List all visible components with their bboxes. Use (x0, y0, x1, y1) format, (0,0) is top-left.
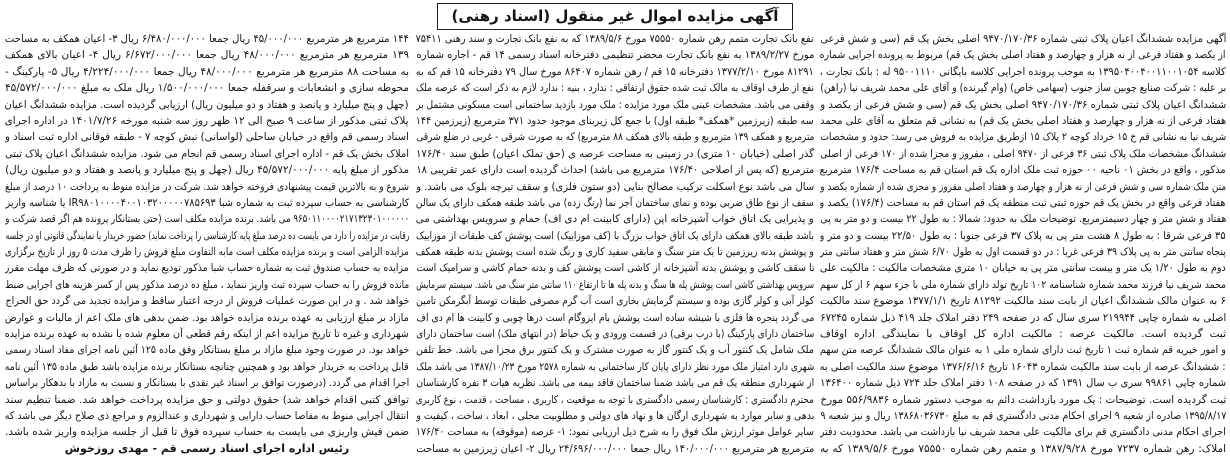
text-line-content: و امور خیریه قم شماره ثبت ۱ تاریخ ثبت دارای شماره ملی ۱ به عنوان مالک ششدانگ عرصه متن سهم (820, 344, 1226, 357)
text-line-content: توافق کتبی اقدام خواهد شد) حقوق دولتی و حق مزایده پرداخت خواهد شد. ضمنا تنظیم سند (5, 393, 409, 406)
text-line (820, 260, 1226, 276)
text-line (416, 342, 814, 358)
text-line-content: ساختمان دارای پارکینگ (با درب برقی) در قسمت ورودی و یک حیاط (در انتهای ملک) است ساختمان دارای (416, 328, 814, 341)
text-line-content: مترمربع (که پس از اصلاحی ۱۷۶/۴۰ مترمربع می باشد) احداث گردیده است دارای عمر تقریبی ۱۸ (416, 164, 814, 177)
text-line-content: شروع و به بالاترین قیمت پیشنهادی فروخته خواهد شد. شرکت در مزایده منوط به پرداخت ۱۰ درصد از مبلغ (5, 180, 409, 193)
text-line-content: : ششدانگ عرصه از بابت سند مالکیت شماره ۱۶۰۴۳ تاریخ ۱۳۷۶/۶/۱۶ موضوع سند مالکیت اصلی به (820, 360, 1226, 373)
text-line (5, 375, 409, 391)
text-line (820, 80, 1226, 96)
column-right (820, 31, 1226, 459)
text-line (416, 64, 814, 80)
text-line (5, 113, 409, 129)
text-line-content: مازاد بر مبلغ ارزیابی به عهده برنده مزایده خواهد بود. ضمن بدهی های ملک اعم از مالیات و عوارض (5, 311, 409, 324)
text-line-content: اسناد رسمی قم واقع در خیابان ساحلی (لواسانی) نبش کوچه ۷ - طبقه فوقانی اداره ثبت اسناد و (5, 131, 409, 144)
text-line-content: متن ملک شماره سی و شش فرعی از نه هزار و چهارصد و هفتاد اصلی مفروز و مجزی شده از شماره یکصد و (820, 180, 1226, 193)
text-line-content: ۹۶۵۰۱۱۰۰۰۰۲۱۷۱۳۲۳۰۱۰۰۰۰۰۰ می باشد. برنده مزایده مکلف است (حتی بستانکار پرونده هم اگر قصد شرکت و (5, 213, 409, 226)
text-line-content: محمد شریف نیا فرزند محمد شماره شناسنامه ۱۰۲ تاریخ تولد دارای شماره ملی با جزء سهم ۶ از کل سهم (820, 278, 1226, 291)
text-line (820, 195, 1226, 211)
text-line (416, 162, 814, 178)
text-line-content: سایر عوامل موثر ارزش ملک فوق را به شرح ذیل ارزیابی نمود: ۱- عرصه (موقوفه) به مساحت ۱۷۶/۴۰ (416, 426, 814, 439)
text-line-content: مزایده الزامی است و برنده مزایده مکلف است مابه التفاوت مبلغ فروش را ظرف مدت ۵ روز از تاریخ برگزاری (5, 246, 409, 259)
text-line-content: محوطه سازی و انشعابات و سرقفله جمعا ۱/۵۰۰/۰۰۰/۰۰۰ ریال ملک به مبلغ ۴۵/۵۷۲/۰۰۰/۰۰۰ (5, 82, 409, 95)
text-line-content: بر علیه : شرکت صنایع چوبین ساز جنوب (سهامی خاص) (وام گیرنده) و آقای علی محمد شریف نیا (راهن) (820, 82, 1226, 95)
text-line (416, 260, 814, 276)
text-line (416, 359, 814, 375)
text-line-content: اصلی به شماره چاپی ۲۱۹۹۴۴ سری سال که در صفحه ۲۴۹ دفتر املاک جلد ۴۱۹ ذیل شماره ۶۷۲۴۵ (820, 311, 1226, 324)
text-line-content: گذر اصلی (خیابان ۱۰ متری) در زمینی به مساحت عرصه ی (حق تملک اعیان) طبق سند ۱۷۶/۴۰ (416, 147, 814, 160)
text-line-content: ششدانگ اعیان پلاک ثبتی شماره ۹۴۷۰/۱۷۰/۳۶ اصلی بخش یک قم (سی و شش فرعی از یکصد و (820, 98, 1226, 111)
text-line (416, 228, 814, 244)
signature-text: رئیس اداره اجرای اسناد رسمی قم - مهدی روزخوش (64, 441, 350, 455)
text-line (416, 441, 814, 457)
text-line (5, 260, 409, 276)
text-line-content: سال می باشد نوع اسکلت ترکیب مصالح بنایی (دو ستون فلزی) و سقف تیرچه بلوک می باشد. و (416, 180, 814, 193)
text-line-content: مزایده به حساب صندوق ثبت به شماره حساب شبا مذکور تودیع نماید و در صورتی که ظرف مهلت مقرر (5, 262, 409, 275)
text-line-content: وقفی می باشد. مشخصات عینی ملک مورد مزایده : ملک مورد بازدید ساختمانی است مسکونی مشتمل بر (416, 98, 814, 111)
text-line (5, 277, 409, 293)
notice-title-area (0, 3, 1230, 30)
text-line-content: سرویس بهداشتی کاشی است پوشش پله ها سنگ و بدنه پله ها تا ارتفاع ۱۱۰ سانتی متر سنگ می باشد. سیستم سرمایش (416, 278, 814, 291)
text-line-content: املاک بخش یک قم - اداره اجرای اسناد رسمی قم انجام می شود. مزایده ششدانگ اعیان پلاک ثبتی (5, 147, 409, 160)
text-line (820, 392, 1226, 408)
text-line-content: هفتاد فرعی از نه هزار و چهارصد و هفتاد اصلی بخش یک قم) به نشانی قم متعلق به آقای علی محمد (820, 114, 1226, 127)
text-line (820, 211, 1226, 227)
text-line (5, 179, 409, 195)
text-line-content: املاک: رهن شماره ۷۲۳۷ مورخ ۱۳۸۷/۹/۲۸ و متمم رهن شماره ۷۵۵۵۰ مورخ ۱۳۸۹/۵/۶ که به (820, 442, 1226, 455)
text-line-content: سقف از نوع طاق ضربی بوده و نمای ساختمان آجر نما (رنگ زده) می باشد طبقه همکف دارای یک سالن (416, 196, 814, 209)
text-line-content: سه طبقه (زیرزمین *همکف* طبقه اول) با جمع کل زیربنای موجود حدود ۳۷۱ مترمربع (زیرزمین ۱۴۴ (416, 114, 814, 127)
text-line (820, 441, 1226, 457)
text-line-content: پلاک ثبتی مذکور از ساعت ۹ صبح الی ۱۲ ظهر روز سه شنبه مورخه ۱۴۰۱/۷/۲۶ در اداره اجرای (5, 114, 409, 127)
text-line-content: کارشناسی به حساب سپرده ثبت به شماره شبا IR۹۸۰۱۰۰۰۰۴۰۰۱۰۳۲۰۰۰۰۰۷۸۵۶۹۳ یا شناسه واریز (5, 196, 409, 209)
text-line (416, 97, 814, 113)
text-line (416, 375, 814, 391)
text-line-content: قابل پرداخت به خریدار خواهد بود و همچنین چنانچه بستانکار برنده مزایده باشد طبق ماده ۱۳۵ آئین نامه (5, 360, 409, 373)
text-line (820, 97, 1226, 113)
text-line (5, 392, 409, 408)
text-line-content: ۶ به عنوان مالک ششدانگ اعیان از بابت سند مالکیت ۸۱۲۹۲ تاریخ ۱۳۷۷/۱/۱ موضوع سند مالکیت (820, 295, 1226, 308)
signature-line (5, 441, 409, 457)
text-line-content: و پوشش بدنه زیرزمین تا یک متر سنگ و مابقی سفید کاری و رنگ شده است پوشش بدنه طبقه همکف (416, 246, 814, 259)
text-line-content: اجرا اقدام می گردد. (درصورت توافق بر اسناد غیر نقدی با بستانکار و نسبت به مازاد با بدهکار براساس (5, 377, 409, 390)
text-line-content: از یکصد و هفتاد فرعی از نه هزار و چهارصد و هفتاد اصلی بخش یک قم) مربوط به پرونده اجرایی شماره (820, 49, 1226, 62)
text-line (5, 244, 409, 260)
text-line-content: خواهد بود. در صورت وجود مبلغ مازاد بر مبلغ بستانکار وفق ماده ۱۲۵ آئین نامه اجرای مفاد اسناد رسمی (5, 344, 409, 357)
text-line-content: بدهی و سایر موارد به شهرداری ارگان ها و نهاد های دولتی و مطلوبیت محلی ، ابعاد ، ساخت ، کیفیت و (416, 409, 814, 422)
text-line (416, 277, 814, 293)
text-line (820, 162, 1226, 178)
text-line-content: از شهرداری منطقه یک قم می باشد ضمنا ساختمان فاقد بیمه می باشد. نظریه هیات ۳ نفره کارشناسان (416, 377, 814, 390)
text-line-content: مذکور ، واقع در بخش ۰۱ ناحیه ۰۰ حوزه ثبت ملک اداره یک قم استان قم به مساحت ۱۷۶/۴ مترمربع (820, 164, 1226, 177)
text-line-content: دوم به طول ۱/۲۰ یک متر و بیست سانتی متر پی به خیابان ۱۰ متری مشخصات مالکیت : مالکیت علی (820, 262, 1226, 275)
text-line (820, 129, 1226, 145)
text-line-content: محترم دادگستری : کارشناسان رسمی دادگستری با توجه به موقعیت ، کاربری ، مساحت ، قدمت ، نوع کاربری (416, 393, 814, 406)
text-line (820, 310, 1226, 326)
text-line-content: مترمربع هر مترمربع ۱۴۰/۰۰۰/۰۰۰ ریال جمعا ۲۴/۶۹۶/۰۰۰/۰۰۰ ریال ۲- اعیان زیرزمین به مساحت (416, 442, 814, 455)
text-line (416, 244, 814, 260)
text-line (416, 31, 814, 47)
text-line-content: نفع بانک تجارت متمم رهن شماره ۷۵۵۵۰ مورخ ۱۳۸۹/۵/۶ که به نفع بانک تجارت و سند رهنی ۷۵۴۱۱ (416, 33, 814, 45)
text-line (5, 31, 409, 47)
text-line (416, 293, 814, 309)
text-line-content: می گردد پنجره ها فلزی با شیشه ساده است پوشش بام ایزوگام است درها چوبی و کابینت ها ام دی اف (416, 311, 814, 324)
text-line (5, 424, 409, 440)
text-line (5, 310, 409, 326)
text-line (416, 326, 814, 342)
text-line (5, 80, 409, 96)
text-line-content: ضمن فیش واریزی می بایست به حساب سپرده فوق تا قبل از جلسه مزایده واریز شده باشد. (5, 426, 409, 439)
text-line-content: هفتاد فرعی واقع در بخش یک قم حوزه ثبتی ثبت منطقه یک قم استان قم به مساحت (۱۷۶/۴) یکصد و (820, 196, 1226, 209)
text-line (820, 293, 1226, 309)
text-line-content: ۱۳۹۵/۸/۱۷ صادره از شعبه ۹ اجرای احکام مدنی دادگستری قم به مبلغ ۱۳۸۶۸۰۳۶۷۳۰ ریال و نیز شعبه ۹ (820, 409, 1226, 422)
text-line (416, 129, 814, 145)
text-line (416, 195, 814, 211)
text-line-content: به مساحت ۸۸ مترمربع هر مترمربع ۴۸/۰۰۰/۰۰۰ ریال جمعا ۴/۲۲۴/۰۰۰/۰۰۰ ریال ۵- پارکینگ - (5, 65, 409, 78)
text-line (416, 47, 814, 63)
text-line (416, 179, 814, 195)
text-line-content: مترمربع و همکف ۱۳۹ مترمربع و طبقه بالای همکف ۸۸ مترمربع) که به صورت شرقی - غربی در ضلع شرقی (416, 131, 814, 144)
text-line-content: کلاسه ۱۳۹۵۰۴۰۰۴۰۰۱۱۰۰۱۰۵۴ به موجب پرونده اجرایی کلاسه بایگانی ۹۵۰۰۱۱۱۰ له : بانک تجارت ، (820, 65, 1226, 78)
text-line (5, 146, 409, 162)
text-line (416, 424, 814, 440)
text-line (416, 113, 814, 129)
text-line-content: ۱۳۹ مترمربع هر مترمربع ۴۸/۰۰۰/۰۰۰ ریال جمعا ۶/۶۷۲/۰۰۰/۰۰۰ ریال ۴- اعیان بالای همکف (5, 49, 409, 62)
column-middle (416, 31, 814, 459)
text-line-content: کولر آبی و کولر گازی بوده و سیستم گرمایش بخاری است آب گرم مصرفی طبقات توسط آبگرمکن تامین (416, 295, 814, 308)
text-line (416, 392, 814, 408)
text-line (416, 211, 814, 227)
text-line (5, 129, 409, 145)
text-line-content: باشد طبقه بالای همکف دارای یک اتاق خواب بزرگ با (کف موزاییک) است پوشش کف طبقات از موزاییک (416, 229, 814, 242)
text-line (820, 31, 1226, 47)
text-line (5, 47, 409, 63)
text-line (5, 97, 409, 113)
text-line-content: شماره چاپی ۹۹۸۶۱ سری ب سال ۱۳۹۱ که در صفحه ۱۰۸ دفتر املاک جلد ۷۲۴ ذیل شماره ۱۳۶۴۰۰ (820, 377, 1226, 390)
text-line (5, 293, 409, 309)
text-line (820, 179, 1226, 195)
text-line-content: ملک شامل یک کنتور آب و یک کنتور گاز به صورت مشترک و یک کنتور برق مجزا می باشد. خط تلفن (416, 344, 814, 357)
text-line-content: ثبت گردیده است. مالکیت عرصه : مالکیت اداره کل اوقاف با نمایندگی اداره اوقاف (820, 328, 1226, 341)
text-line (416, 80, 814, 96)
text-line (820, 359, 1226, 375)
text-line (5, 408, 409, 424)
text-line-content: آگهی مزایده ششدانگ اعیان پلاک ثبتی شماره ۹۴۷۰/۱۷۰/۳۶ اصلی بخش یک قم (سی و شش فرعی (820, 33, 1226, 45)
text-line-content: ۱۴۴ مترمربع هر مترمربع ۴۵/۰۰۰/۰۰۰ ریال جمعا ۶/۴۸۰/۰۰۰/۰۰۰ ریال ۳- اعیان همکف به مساحت (5, 33, 409, 45)
text-line (5, 342, 409, 358)
text-line-content: تا سقف کاشی و پوشش بدنه آشپزخانه از کاشی است پوشش کف و بدنه حمام کاشی و سرامیک است (416, 262, 814, 275)
text-line-content: شهرداری و غیره تا تاریخ مزایده اعم از اینکه رقم قطعی آن معلوم شده یا نشده به عهده برنده مزایده (5, 328, 409, 341)
text-line (820, 424, 1226, 440)
text-line (416, 146, 814, 162)
text-line (820, 375, 1226, 391)
text-line (5, 228, 409, 244)
text-line (5, 162, 409, 178)
text-line-content: خواهد شد . و در این صورت عملیات فروش از درجه اعتبار ساقط و مزایده تجدید می گردد حق الحراج (5, 295, 409, 308)
text-line (820, 277, 1226, 293)
text-line (5, 64, 409, 80)
text-line (416, 408, 814, 424)
text-line (416, 310, 814, 326)
text-line (5, 359, 409, 375)
notice-title: آگهی مزایده اموال غیر منقول (اسناد رهنی) (437, 3, 794, 30)
text-line (820, 47, 1226, 63)
text-line-content: رقابت در مزایده را دارد می بایست ده درصد مبلغ پایه کارشناسی را پرداخت نماید) حضور خریدار یا نمایندگی قانونی او در جلسه (5, 229, 409, 242)
text-line (820, 113, 1226, 129)
text-line-content: مذکور از مبلغ پایه ۴۵/۵۷۲/۰۰۰/۰۰۰ ریال (چهل و پنج میلیارد و پانصد و هفتاد و دو میلیون ریال) (5, 164, 409, 177)
text-line-content: اجرای احکام مدنی دادگستری قم برای مالکیت علی محمد شریف نیا بازداشت می باشد. محدودیت دفتر (820, 426, 1226, 439)
text-line-content: شریف نیا به نشانی قم خ ۱۵ خرداد کوچه ۲ پلاک ۱۵ ازطریق مزایده به فروش می رسد: حدود و مشخصات (820, 131, 1226, 144)
text-line-content: شهری دارد امتیاز ملک مورد نظر دارای پایان کار ساختمانی به شماره ۲۵۷۸ مورخ ۱۳۸۷/۱۰/۲۳ می باشد ملک (416, 360, 814, 373)
text-line-content: مورخ ۱۳۸۹/۲/۲۷ به نفع بانک تجارت محضر تنظیمی دفترخانه اسناد رسمی ۱۴ قم - اجاره شماره (416, 49, 814, 62)
text-line-content: نفع از طرف اوقاف به مالک ثبت شده حقوق ارتفاقی : ندارد ، بنیه : ندارد لازم به ذکر است که عرصه ملک (416, 82, 814, 95)
text-line-content: مانده فروش را به حساب سپرده ثبت واریز ننماید ، مبلغ ده درصد مذکور پس از کسر هزینه های اجرایی ضبط (5, 278, 409, 291)
text-line-content: ششدانگ مشخصات ملک پلاک ثبتی ۳۶ فرعی از ۹۴۷۰ اصلی ، مفروز و مجزا شده از ۱۷۰ فرعی از اصلی (820, 147, 1226, 160)
text-line-content: ۳۵ فرعی شرقا : به طول ۸ هشت متر پی به پلاک ۳۷ فرعی جنوبا : به طول ۲۲/۵۰ بیست و دو متر و (820, 229, 1226, 242)
text-line-content: ۸۱۲۹۱ مورخ ۱۳۷۷/۲/۱۰ دفترخانه ۱۵ قم / رهن شماره ۸۶۴۰۷ مورخ سال ۷۹ دفترخانه ۱۵ قم که به (416, 65, 814, 78)
text-line (820, 228, 1226, 244)
text-line-content: انتقال اجرایی منوط به مفاصا حساب دارایی و شهرداری و عندالزوم و مراجع ذی صلاح دیگر می باشد که (5, 409, 409, 422)
column-left (5, 31, 409, 459)
text-line (5, 211, 409, 227)
text-line-content: ثبت گردیده است. توضیحات : یک مورد بازداشت دائم به موجب دستور شماره ۵۵۶/۹۸۳۶ مورخ (820, 393, 1226, 406)
text-line (820, 64, 1226, 80)
text-line-content: (چهل و پنج میلیارد و پانصد و هفتاد و دو میلیون ریال) ارزیابی گردیده است. مزایده ششدانگ اعیان (5, 98, 409, 111)
text-line-content: هفتاد و شش متر و چهار دسیمترمربع. توضیحات ملک به حدود: شمالا : به طول ۲۲ بیست و دو متر به پی (820, 213, 1226, 226)
text-line (820, 342, 1226, 358)
text-line-content: و پذیرایی یک اتاق خواب آشپزخانه اپن (دارای کابینت ام دی اف) حمام و سرویس بهداشتی می (416, 213, 814, 226)
text-line-content: پنجاه سانتی متر به پی پلاک ۳۹ فرعی غربا : در دو قسمت اول به طول ۶/۷۰ شش متر و هفتاد سانتی متر (820, 246, 1226, 259)
text-line (820, 244, 1226, 260)
text-line (820, 326, 1226, 342)
text-line (5, 195, 409, 211)
text-line (820, 408, 1226, 424)
text-line (820, 146, 1226, 162)
text-line (5, 326, 409, 342)
